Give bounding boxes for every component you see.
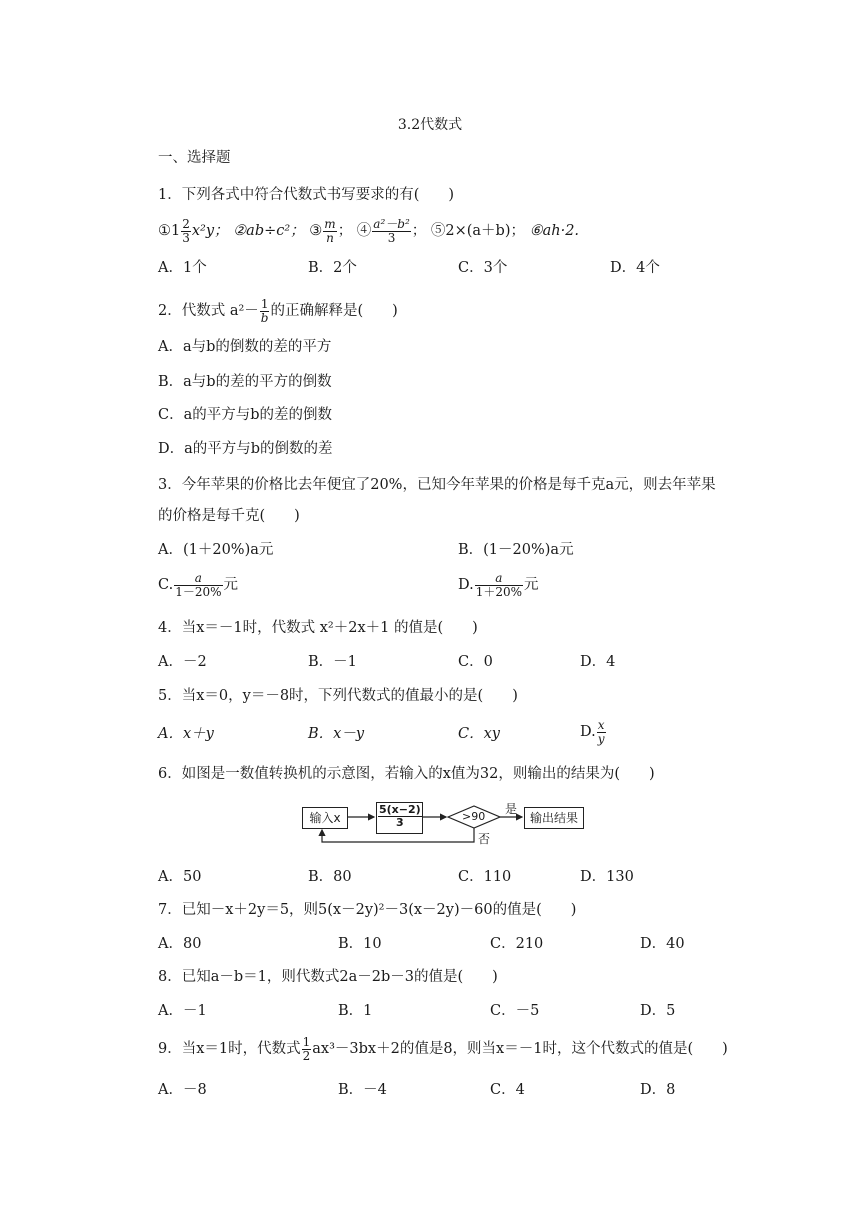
q1-option-d[interactable]: D．4个: [610, 260, 660, 276]
q7-option-b[interactable]: B．10: [338, 936, 382, 952]
q3-option-c-fraction: $\frac{a}{1-20\%}$: [175, 571, 222, 599]
q2-stem: 2．代数式 a²－ $\frac{1}{b}$ 的正确解释是( ): [158, 297, 398, 325]
q6-option-a[interactable]: A．50: [158, 869, 202, 885]
q3-option-d[interactable]: D. $\frac{a}{1+20\%}$ 元: [458, 571, 539, 599]
q2-option-a[interactable]: A．a与b的倒数的差的平方: [158, 339, 332, 355]
q1-option-b[interactable]: B．2个: [308, 260, 357, 276]
q7-stem: 7．已知－x＋2y＝5，则5(x－2y)²－3(x－2y)－60的值是( ): [158, 902, 577, 918]
q5-stem: 5．当x＝0，y＝－8时，下列代数式的值最小的是( ): [158, 688, 518, 704]
q8-option-b[interactable]: B．1: [338, 1003, 373, 1019]
flow-condition: >90: [462, 810, 486, 823]
q6-option-c[interactable]: C．110: [458, 869, 512, 885]
q3-stem-line2: 的价格是每千克( ): [158, 508, 300, 524]
q1-item3-fraction: $\frac{m}{n}$: [324, 217, 336, 245]
q9-stem: 9．当x＝1时，代数式 $\frac{1}{2}$ ax³－3bx＋2的值是8，则当x＝－1时，这个代数式的值是( ): [158, 1035, 728, 1063]
q6-option-b[interactable]: B．80: [308, 869, 352, 885]
flow-output-box: 输出结果: [524, 807, 584, 829]
q8-option-c[interactable]: C．－5: [490, 1003, 540, 1019]
q7-option-d[interactable]: D．40: [640, 936, 685, 952]
flowchart: [300, 800, 600, 850]
q4-option-d[interactable]: D．4: [580, 654, 616, 670]
q2-fraction: $\frac{1}{b}$: [260, 297, 269, 325]
flow-no-label: 否: [478, 832, 491, 846]
flow-formula-box: [376, 802, 423, 834]
q9-option-b[interactable]: B．－4: [338, 1082, 387, 1098]
q1-item1-fraction: $\frac{2}{3}$: [182, 217, 190, 245]
flow-yes-label: 是: [505, 802, 518, 816]
section-heading: 一、选择题: [158, 150, 231, 166]
q3-option-c[interactable]: C. $\frac{a}{1-20\%}$ 元: [158, 571, 238, 599]
flow-formula: $\frac{5(x-2)}{3}$: [379, 803, 421, 829]
q5-option-d-fraction: $\frac{x}{y}$: [597, 718, 605, 746]
q3-option-b[interactable]: B．(1－20%)a元: [458, 542, 574, 558]
q8-option-d[interactable]: D．5: [640, 1003, 676, 1019]
q2-option-d[interactable]: D．a的平方与b的倒数的差: [158, 441, 333, 457]
q3-option-d-fraction: $\frac{a}{1+20\%}$: [475, 571, 523, 599]
q9-fraction: $\frac{1}{2}$: [302, 1035, 311, 1063]
q6-option-d[interactable]: D．130: [580, 869, 634, 885]
flow-input-box: 输入x: [302, 807, 348, 829]
q1-item4-fraction: $\frac{\text{a²－b²}}{3}$: [373, 217, 410, 245]
q4-option-b[interactable]: B．－1: [308, 654, 357, 670]
q5-option-d[interactable]: D. $\frac{x}{y}$: [580, 718, 605, 746]
q5-option-b[interactable]: B．x－y: [308, 726, 365, 742]
q1-option-c[interactable]: C．3个: [458, 260, 508, 276]
q1-items: ①1 $\frac{2}{3}$ x²y； ②ab÷c²； ③ $\frac{m}{n}$ ； ④ $\frac{\text{a²－b²}}{3}$ ； ⑤2×(a＋b)； ⑥ah·2.: [158, 217, 580, 245]
q2-option-c[interactable]: C．a的平方与b的差的倒数: [158, 407, 333, 423]
q5-option-c[interactable]: C．xy: [458, 726, 500, 742]
q9-option-a[interactable]: A．－8: [158, 1082, 207, 1098]
q1-option-a[interactable]: A．1个: [158, 260, 207, 276]
q4-option-a[interactable]: A．－2: [158, 654, 207, 670]
q3-option-a[interactable]: A．(1＋20%)a元: [158, 542, 274, 558]
q9-option-c[interactable]: C．4: [490, 1082, 525, 1098]
q7-option-c[interactable]: C．210: [490, 936, 544, 952]
page-title: 3.2代数式: [397, 117, 463, 133]
q1-stem: 1．下列各式中符合代数式书写要求的有( ): [158, 187, 455, 203]
q9-option-d[interactable]: D．8: [640, 1082, 676, 1098]
q3-stem-line1: 3．今年苹果的价格比去年便宜了20%，已知今年苹果的价格是每千克a元，则去年苹果: [158, 477, 716, 493]
q4-option-c[interactable]: C．0: [458, 654, 493, 670]
q2-option-b[interactable]: B．a与b的差的平方的倒数: [158, 374, 332, 390]
q5-option-a[interactable]: A．x＋y: [158, 726, 214, 742]
q4-stem: 4．当x＝－1时，代数式 x²＋2x＋1 的值是( ): [158, 620, 478, 636]
q6-stem: 6．如图是一数值转换机的示意图，若输入的x值为32，则输出的结果为( ): [158, 766, 655, 782]
q8-stem: 8．已知a－b＝1，则代数式2a－2b－3的值是( ): [158, 969, 498, 985]
q8-option-a[interactable]: A．－1: [158, 1003, 207, 1019]
q7-option-a[interactable]: A．80: [158, 936, 202, 952]
